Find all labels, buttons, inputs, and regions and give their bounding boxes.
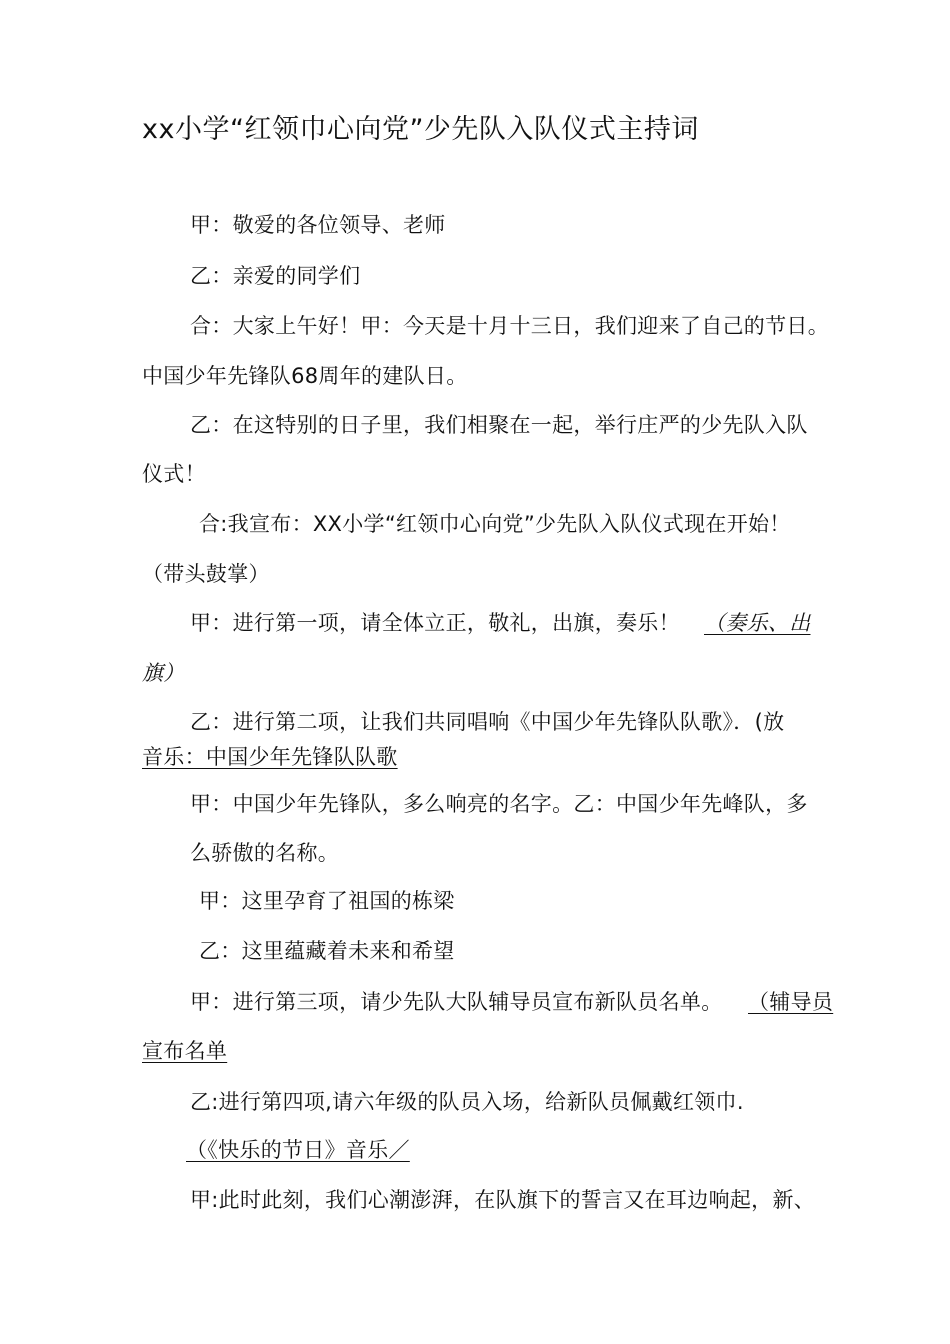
paragraph-line: 合:我宣布：XX小学“红领巾心向党”少先队入队仪式现在开始！ (199, 512, 791, 536)
paragraph-line: 乙：这里蕴藏着未来和希望 (199, 939, 455, 963)
paragraph-line: 甲：中国少年先锋队，多么响亮的名字。乙：中国少年先峰队，多 (190, 792, 808, 816)
paragraph-line: 合：大家上午好！甲：今天是十月十三日，我们迎来了自己的节日。 (190, 314, 829, 338)
paragraph-line: 乙:进行第四项,请六年级的队员入场，给新队员佩戴红领巾. (190, 1090, 744, 1114)
paragraph-line: 中国少年先锋队68周年的建队日。 (142, 364, 468, 388)
paragraph-line: 甲：进行第一项，请全体立正，敬礼，出旗，奏乐！ (190, 611, 680, 635)
stage-direction: （奏乐、出 (704, 611, 811, 635)
document-title: xx小学“红领巾心向党”少先队入队仪式主持词 (142, 114, 699, 145)
stage-direction: 宣布名单 (142, 1039, 228, 1063)
paragraph-line: 甲:此时此刻，我们心潮澎湃，在队旗下的誓言又在耳边响起，新、 (190, 1188, 816, 1212)
stage-direction: （辅导员 (748, 990, 834, 1014)
stage-direction: （《快乐的节日》音乐／ (186, 1138, 410, 1162)
paragraph-line: 仪式！ (142, 462, 206, 486)
paragraph-line: 乙：亲爱的同学们 (190, 264, 361, 288)
paragraph-line: （带头鼓掌） (142, 562, 270, 586)
stage-direction: 旗） (142, 661, 185, 685)
paragraph-line: 甲：进行第三项，请少先队大队辅导员宣布新队员名单。 (190, 990, 723, 1014)
paragraph-line: 么骄傲的名称。 (190, 841, 340, 865)
paragraph-line: 乙：在这特别的日子里，我们相聚在一起，举行庄严的少先队入队 (190, 413, 808, 437)
stage-direction: 音乐：中国少年先锋队队歌 (142, 745, 398, 769)
paragraph-line: 乙：进行第二项，让我们共同唱响《中国少年先锋队队歌》．(放 (190, 710, 785, 734)
paragraph-line: 甲：敬爱的各位领导、老师 (190, 213, 446, 237)
paragraph-line: 甲：这里孕育了祖国的栋梁 (199, 889, 455, 913)
